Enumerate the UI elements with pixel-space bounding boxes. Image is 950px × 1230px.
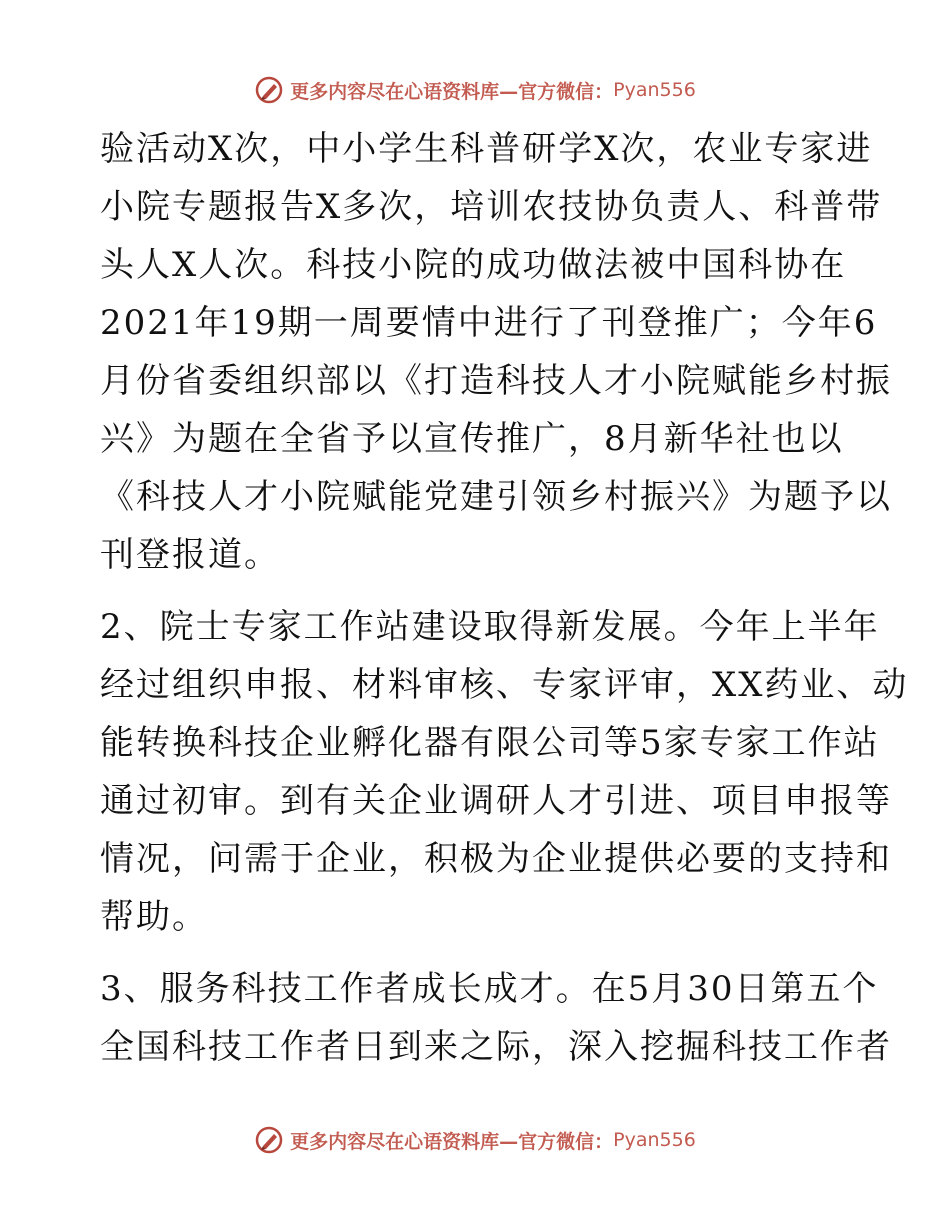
text-line: 能转换科技企业孵化器有限公司等5家专家工作站 [100, 723, 880, 763]
watermark-text: 更多内容尽在心语资料库—官方微信： [290, 1130, 614, 1153]
header-watermark [0, 72, 950, 108]
text-line: 全国科技工作者日到来之际，深入挖掘科技工作者 [100, 1027, 892, 1067]
paragraph-spacer [100, 946, 860, 960]
watermark-wechat-id: Pyan556 [613, 1129, 696, 1151]
watermark-wechat-id: Pyan556 [613, 79, 696, 101]
paragraph-spacer [100, 584, 860, 598]
text-line: 2、院士专家工作站建设取得新发展。今年上半年 [100, 607, 880, 647]
text-line: 小院专题报告X多次，培训农技协负责人、科普带 [100, 187, 883, 227]
text-line: 经过组织申报、材料审核、专家评审，XX药业、动 [100, 665, 909, 705]
text-line: 兴》为题在全省予以宣传推广，8月新华社也以 [100, 419, 844, 459]
text-line: 验活动X次，中小学生科普研学X次，农业专家进 [100, 129, 873, 169]
text-line: 2021年19期一周要情中进行了刊登推广；今年6 [100, 303, 878, 343]
text-line: 月份省委组织部以《打造科技人才小院赋能乡村振 [100, 361, 892, 401]
paragraph-1 [100, 120, 892, 584]
text-line: 通过初审。到有关企业调研人才引进、项目申报等 [100, 781, 892, 821]
paragraph-3 [100, 960, 892, 1076]
paragraph-2 [100, 598, 909, 946]
pen-logo-icon [254, 75, 284, 105]
text-line: 帮助。 [100, 897, 208, 937]
text-line: 3、服务科技工作者成长成才。在5月30日第五个 [100, 969, 879, 1009]
watermark-text: 更多内容尽在心语资料库—官方微信： [290, 80, 614, 103]
document-body [100, 120, 909, 1076]
text-line: 刊登报道。 [100, 535, 280, 575]
text-line: 头人X人次。科技小院的成功做法被中国科协在 [100, 245, 847, 285]
text-line: 情况，问需于企业，积极为企业提供必要的支持和 [100, 839, 892, 879]
text-line: 《科技人才小院赋能党建引领乡村振兴》为题予以 [100, 477, 892, 517]
pen-logo-icon [254, 1125, 284, 1155]
footer-watermark [0, 1122, 950, 1158]
